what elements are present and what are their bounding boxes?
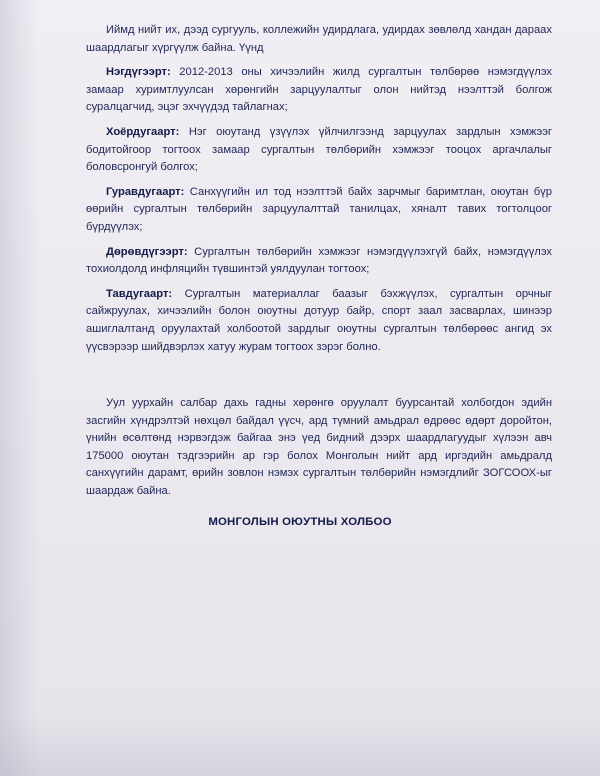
- signature-organization: МОНГОЛЫН ОЮУТНЫ ХОЛБОО: [208, 516, 392, 528]
- paragraph-gap: [86, 363, 552, 395]
- closing-paragraph: Уул уурхайн салбар дахь гадны хөрөнгө оруулалт буурсантай холбогдон эдийн засгийн хүндрэлтэй нөхцөл байдал үүсч, ард түмний амьдрал өдрөөс өдөрт доройтон, үнийн өсөлтөнд нэрвэгдэж байгаа энэ үед бидний дээрх шаардлагуудыг хүлээн авч 175000 оюутан тэдгээрийн ар гэр болох Монголын нийт ард иргэдийн амьдралд санхүүгийн дарамт, өрийн зовлон нэмэх сургалтын төлбөрийн нэмэгдлийг ЗОГСООХ-ыг шаардаж байна.: [86, 397, 552, 498]
- demand-item-3: [86, 184, 552, 237]
- demand-item-2-text: Нэг оюутанд үзүүлэх үйлчилгээнд зарцуулах зардлын хэмжээг бодитойгоор тогтоох замаар сургалтын төлбөрийн хэмжээг тооцох аргачлалыг боловсронгуй болгох;: [86, 125, 552, 174]
- document-body: [86, 22, 552, 508]
- demand-item-4: [86, 244, 552, 279]
- demand-item-1-lead: Нэгдүгээрт:: [106, 66, 171, 79]
- demand-item-1-text: 2012-2013 оны хичээлийн жилд сургалтын төлбөрөө нэмэгдүүлэх замаар хуримтлуулсан хөрөнгийн зарцуулалтыг олон нийтэд нээлттэй болгож суралцагчид, эцэг эхчүүдэд тайлагнах;: [86, 66, 552, 114]
- demand-item-3-text: Санхүүгийн ил тод нээлттэй байх зарчмыг баримтлан, оюутан бүр өөрийн сургалтын төлбөрийн зарцуулалттай танилцах, хяналт тавих тогтолцоог бүрдүүлэх;: [86, 185, 552, 233]
- demand-item-5: [86, 286, 552, 356]
- demand-item-2-lead: Хоёрдугаарт:: [106, 125, 180, 138]
- scan-shadow-bottom: [0, 716, 600, 776]
- demand-item-4-lead: Дөрөвдүгээрт:: [106, 245, 188, 258]
- demand-item-2: [86, 124, 552, 177]
- intro-paragraph: Иймд нийт их, дээд сургууль, коллежийн удирдлага, удирдах зөвлөлд хандан дараах шаардлагыг хүргүүлж байна. Үүнд: [86, 24, 552, 54]
- demand-item-1: [86, 64, 552, 117]
- demand-item-3-lead: Гуравдугаарт:: [106, 185, 185, 198]
- scan-shadow-left: [0, 0, 40, 776]
- demand-item-5-lead: Тавдугаарт:: [106, 287, 173, 300]
- demand-item-5-text: Сургалтын материаллаг баазыг бэхжүүлэх, сургалтын орчныг сайжруулах, хичээлийн болон оюутны дотуур байр, спорт заал засварлах, шинээр ашиглалтанд оруулахтай холбоотой зардлыг оюутны сургалтын төлбөрөөс ангид эх үүсвэрээр шийдвэрлэх хатуу журам тогтоох зэрэг болно.: [86, 287, 552, 353]
- demand-item-4-text: Сургалтын төлбөрийн хэмжээг нэмэгдүүлэхгүй байх, нэмэгдүүлэх тохиолдолд инфляцийн түвшинтэй уялдуулан тогтоох;: [86, 245, 552, 276]
